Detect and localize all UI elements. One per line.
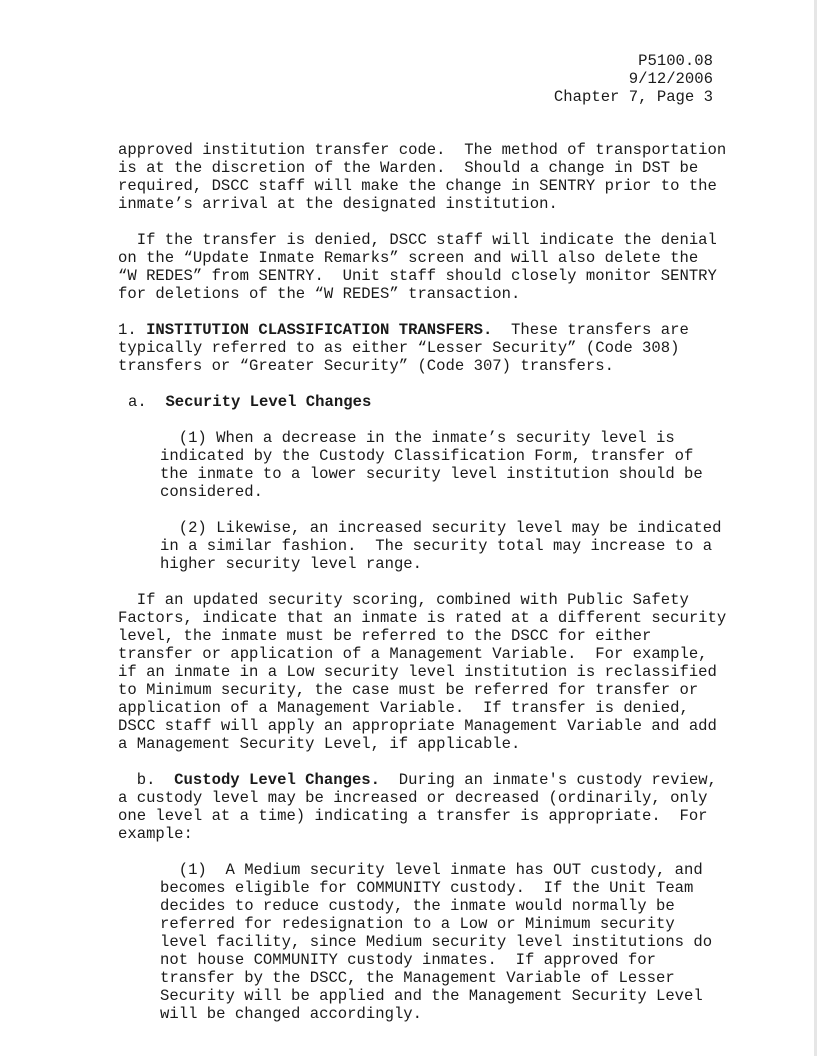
subsection-a-label: a. xyxy=(128,393,166,411)
paragraph-security-scoring: If an updated security scoring, combined with Public Safety Factors, indicate that an inmate is rated at a different security level, the inmate must be referred to the DSCC for either transfer or application of a Management Variable. For example, if an inmate in a Low security level institution is reclassified to Minimum security, the case must be referred for transfer or application of a Management Variable. If transfer is denied, DSCC staff will apply an appropriate Management Variable and add a Management Security Level, if applicable. xyxy=(118,591,727,753)
subsection-a-item-1: (1) When a decrease in the inmate’s security level is indicated by the Custody Classification Form, transfer of the inmate to a lower security level institution should be considered. xyxy=(160,429,703,501)
page-header xyxy=(554,52,713,106)
subsection-a-title: Security Level Changes xyxy=(165,393,372,411)
paragraph-intro: approved institution transfer code. The method of transportation is at the discretion of the Warden. Should a change in DST be required, DSCC staff will make the change in SENTRY prior to the inmate’s arrival at the designated institution. xyxy=(118,141,727,213)
subsection-b-text: During an inmate's custody review, a custody level may be increased or decreased (ordinarily, only one level at a time) indicating a transfer is appropriate. For example: xyxy=(118,771,717,843)
subsection-a-heading xyxy=(128,393,371,411)
doc-date: 9/12/2006 xyxy=(628,70,713,88)
paragraph-transfer-denied: If the transfer is denied, DSCC staff will indicate the denial on the “Update Inmate Remarks” screen and will also delete the “W REDES” from SENTRY. Unit staff should closely monitor SENTRY for deletions of the “W REDES” transaction. xyxy=(118,231,717,303)
subsection-b-title: Custody Level Changes. xyxy=(174,771,381,789)
subsection-a-item-2: (2) Likewise, an increased security level may be indicated in a similar fashion. The security total may increase to a higher security level range. xyxy=(160,519,722,573)
section-1-title: INSTITUTION CLASSIFICATION TRANSFERS. xyxy=(146,321,493,339)
section-1 xyxy=(118,321,689,375)
section-1-text: These transfers are typically referred to as either “Lesser Security” (Code 308) transfers or “Greater Security” (Code 307) transfers. xyxy=(118,321,689,375)
subsection-b xyxy=(118,771,717,843)
subsection-b-item-1: (1) A Medium security level inmate has OUT custody, and becomes eligible for COMMUNITY custody. If the Unit Team decides to reduce custody, the inmate would normally be referred for redesignation to a Low or Minimum security level facility, since Medium security level institutions do not house COMMUNITY custody inmates. If approved for transfer by the DSCC, the Management Variable of Lesser Security will be applied and the Management Security Level will be changed accordingly. xyxy=(160,861,713,1023)
chapter-page: Chapter 7, Page 3 xyxy=(553,88,713,106)
doc-number: P5100.08 xyxy=(638,52,713,70)
section-1-number: 1. xyxy=(118,321,147,339)
subsection-b-label: b. xyxy=(118,771,175,789)
